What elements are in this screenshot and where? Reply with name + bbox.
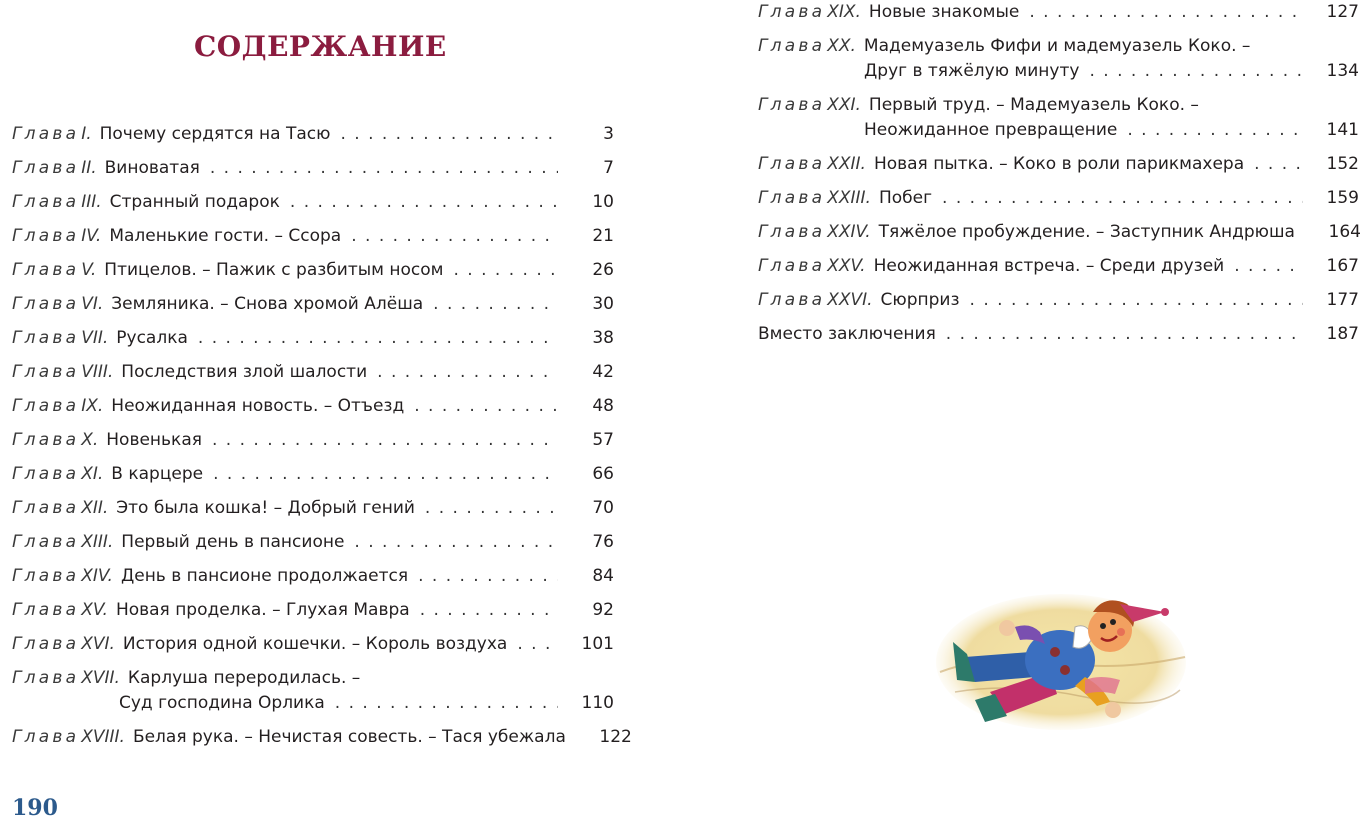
chapter-number: VIII. <box>81 362 114 382</box>
chapter-title: Новая проделка. – Глухая Мавра <box>115 600 410 620</box>
chapter-title-continued: Неожиданное превращение <box>864 120 1118 140</box>
dot-leader <box>420 598 558 623</box>
chapter-title: В карцере <box>111 464 204 484</box>
chapter-number: XVIII. <box>81 727 125 747</box>
dot-leader <box>1127 118 1303 143</box>
chapter-number: XXIII. <box>827 188 871 208</box>
page-ref: 122 <box>599 727 632 747</box>
chapter-label: Глава <box>12 396 80 416</box>
chapter-title: Почему сердятся на Тасю <box>99 124 331 144</box>
chapter-title: Первый день в пансионе <box>121 532 345 552</box>
page-ref: 177 <box>1326 290 1359 310</box>
chapter-label: Глава <box>12 727 80 747</box>
toc-entry <box>12 360 614 385</box>
dot-leader <box>335 691 558 716</box>
chapter-label: Глава <box>12 498 80 518</box>
chapter-label: Глава <box>12 260 80 280</box>
toc-entry-line <box>12 190 614 215</box>
toc-entry <box>12 190 614 215</box>
dot-leader <box>1234 254 1303 279</box>
toc-entry <box>758 220 1359 245</box>
dot-leader <box>1089 59 1303 84</box>
page-ref: 30 <box>592 294 614 314</box>
chapter-label: Глава <box>758 36 826 56</box>
toc-entry <box>12 666 614 716</box>
chapter-title-continued: Суд господина Орлика <box>119 693 325 713</box>
dot-leader <box>1254 152 1303 177</box>
chapter-title: Мадемуазель Фифи и мадемуазель Коко. – <box>863 36 1251 56</box>
chapter-label: Глава <box>12 192 80 212</box>
page-ref: 48 <box>592 396 614 416</box>
chapter-number: V. <box>81 260 97 280</box>
page-number: 190 <box>12 795 58 821</box>
page-ref: 141 <box>1326 120 1359 140</box>
chapter-label: Глава <box>12 362 80 382</box>
chapter-number: X. <box>81 430 99 450</box>
chapter-label: Глава <box>758 256 826 276</box>
toc-entry <box>758 254 1359 279</box>
dot-leader <box>212 428 558 453</box>
toc-left-column <box>12 122 632 759</box>
chapter-number: IV. <box>81 226 102 246</box>
chapter-title: День в пансионе продолжается <box>120 566 409 586</box>
page-ref: 10 <box>592 192 614 212</box>
chapter-title: Первый труд. – Мадемуазель Коко. – <box>868 95 1199 115</box>
toc-entry <box>12 156 614 181</box>
toc-entry-line <box>12 258 614 283</box>
page-ref: 38 <box>592 328 614 348</box>
page-ref: 76 <box>592 532 614 552</box>
chapter-number: VII. <box>81 328 109 348</box>
chapter-title: Побег <box>878 188 933 208</box>
page-ref: 57 <box>592 430 614 450</box>
toc-entry-line <box>12 428 614 453</box>
toc-entry <box>12 292 614 317</box>
chapter-title: Тяжёлое пробуждение. – Заступник Андрюша <box>878 222 1295 242</box>
chapter-title: Новые знакомые <box>868 2 1020 22</box>
dot-leader <box>946 322 1303 347</box>
chapter-number: XXI. <box>827 95 861 115</box>
chapter-label: Глава <box>12 328 80 348</box>
chapter-number: XVI. <box>81 634 115 654</box>
toc-entry-first-line <box>12 666 614 691</box>
toc-entry <box>758 288 1359 313</box>
page-ref: 127 <box>1326 2 1359 22</box>
toc-entry-line <box>12 292 614 317</box>
toc-entry <box>758 186 1359 211</box>
toc-entry-line <box>12 496 614 521</box>
chapter-title: Маленькие гости. – Ссора <box>109 226 342 246</box>
chapter-title: Новенькая <box>106 430 202 450</box>
chapter-label: Глава <box>12 600 80 620</box>
page-ref: 167 <box>1326 256 1359 276</box>
dot-leader <box>517 632 558 657</box>
chapter-title: Неожиданная встреча. – Среди друзей <box>873 256 1225 276</box>
page-ref: 84 <box>592 566 614 586</box>
chapter-title: История одной кошечки. – Король воздуха <box>122 634 508 654</box>
toc-entry-line <box>12 394 614 419</box>
chapter-label: Глава <box>12 158 80 178</box>
chapter-label: Глава <box>12 124 80 144</box>
dot-leader <box>198 326 558 351</box>
chapter-title: Земляника. – Снова хромой Алёша <box>111 294 424 314</box>
dot-leader <box>942 186 1303 211</box>
chapter-number: XIII. <box>81 532 114 552</box>
chapter-title: Виноватая <box>104 158 200 178</box>
toc-entry <box>758 34 1359 84</box>
chapter-label: Глава <box>758 95 826 115</box>
chapter-label: Глава <box>12 294 80 314</box>
chapter-number: XXV. <box>827 256 866 276</box>
dot-leader <box>425 496 558 521</box>
chapter-label: Глава <box>758 290 826 310</box>
dot-leader <box>290 190 558 215</box>
chapter-label: Глава <box>12 532 80 552</box>
toc-entry <box>12 462 614 487</box>
toc-entry <box>12 598 614 623</box>
toc-entry-line <box>758 288 1359 313</box>
page-ref: 101 <box>581 634 614 654</box>
chapter-title: Птицелов. – Пажик с разбитым носом <box>104 260 444 280</box>
toc-entry-second-line <box>12 691 614 716</box>
toc-entry-line <box>758 152 1359 177</box>
chapter-number: XVII. <box>81 668 120 688</box>
toc-entry <box>758 0 1359 25</box>
toc-entry-first-line <box>758 34 1359 59</box>
page-ref: 7 <box>603 158 614 178</box>
toc-entry <box>758 152 1359 177</box>
toc-entry <box>12 326 614 351</box>
page-ref: 21 <box>592 226 614 246</box>
chapter-label: Глава <box>12 464 80 484</box>
toc-entry-line <box>758 322 1359 347</box>
toc-entry <box>12 530 614 555</box>
chapter-label: Глава <box>758 154 826 174</box>
chapter-number: II. <box>81 158 97 178</box>
chapter-title: Сюрприз <box>880 290 960 310</box>
toc-entry-first-line <box>758 93 1359 118</box>
toc-entry-line <box>758 186 1359 211</box>
toc-entry <box>12 122 614 147</box>
toc-entry <box>12 258 614 283</box>
page-ref: 3 <box>603 124 614 144</box>
toc-entry-line <box>12 530 614 555</box>
toc-entry-line <box>12 725 632 750</box>
toc-entry-line <box>758 254 1359 279</box>
page-ref: 110 <box>581 693 614 713</box>
toc-entry-line <box>12 156 614 181</box>
dot-leader <box>213 462 558 487</box>
chapter-title: Странный подарок <box>109 192 280 212</box>
toc-entry-second-line <box>758 118 1359 143</box>
dot-leader <box>414 394 558 419</box>
chapter-title: Карлуша переродилась. – <box>127 668 361 688</box>
toc-entry-line <box>12 632 614 657</box>
toc-entry <box>12 564 614 589</box>
doll-illustration <box>935 582 1187 732</box>
chapter-label: Глава <box>758 222 826 242</box>
chapter-title: Неожиданная новость. – Отъезд <box>111 396 405 416</box>
chapter-label: Глава <box>12 566 80 586</box>
toc-entry-line <box>12 122 614 147</box>
chapter-number: IX. <box>81 396 104 416</box>
dot-leader <box>354 530 558 555</box>
chapter-title: Белая рука. – Нечистая совесть. – Тася убежала <box>132 727 566 747</box>
toc-entry-line <box>12 224 614 249</box>
chapter-label: Глава <box>12 634 80 654</box>
toc-entry-line <box>12 360 614 385</box>
chapter-number: XXII. <box>827 154 866 174</box>
toc-entry-line <box>758 0 1359 25</box>
chapter-title: Русалка <box>116 328 188 348</box>
chapter-title: Последствия злой шалости <box>121 362 368 382</box>
chapter-number: XV. <box>81 600 108 620</box>
chapter-label: Глава <box>758 188 826 208</box>
toc-entry-second-line <box>758 59 1359 84</box>
dot-leader <box>433 292 558 317</box>
chapter-number: III. <box>81 192 102 212</box>
page-ref: 159 <box>1326 188 1359 208</box>
dot-leader <box>418 564 558 589</box>
dot-leader <box>377 360 558 385</box>
toc-entry-line <box>12 326 614 351</box>
chapter-number: XXVI. <box>827 290 873 310</box>
chapter-number: XI. <box>81 464 104 484</box>
toc-entry-line <box>12 598 614 623</box>
dot-leader <box>210 156 558 181</box>
page-ref: 187 <box>1326 324 1359 344</box>
toc-entry-conclusion <box>758 322 1359 347</box>
toc-entry-line <box>12 564 614 589</box>
conclusion-title: Вместо заключения <box>758 324 936 344</box>
chapter-label: Глава <box>12 668 80 688</box>
toc-entry <box>12 428 614 453</box>
toc-entry <box>12 496 614 521</box>
dot-leader <box>1029 0 1303 25</box>
toc-entry <box>758 93 1359 143</box>
chapter-label: Глава <box>12 226 80 246</box>
toc-entry-line <box>758 220 1359 245</box>
toc-entry <box>12 224 614 249</box>
chapter-title: Это была кошка! – Добрый гений <box>116 498 415 518</box>
chapter-number: VI. <box>81 294 104 314</box>
toc-entry-line <box>12 462 614 487</box>
dot-leader <box>351 224 558 249</box>
dot-leader <box>340 122 558 147</box>
page-ref: 26 <box>592 260 614 280</box>
chapter-number: XX. <box>827 36 856 56</box>
toc-entry <box>12 632 614 657</box>
page-ref: 152 <box>1326 154 1359 174</box>
toc-right-column <box>758 0 1359 356</box>
page-ref: 70 <box>592 498 614 518</box>
page-ref: 164 <box>1328 222 1361 242</box>
chapter-number: XIX. <box>827 2 861 22</box>
page-ref: 134 <box>1326 61 1359 81</box>
toc-entry <box>12 394 614 419</box>
chapter-number: XIV. <box>81 566 113 586</box>
page-ref: 66 <box>592 464 614 484</box>
page-ref: 92 <box>592 600 614 620</box>
dot-leader <box>453 258 558 283</box>
dot-leader <box>970 288 1303 313</box>
toc-entry <box>12 725 632 750</box>
chapter-title: Новая пытка. – Коко в роли парикмахера <box>873 154 1245 174</box>
chapter-title-continued: Друг в тяжёлую минуту <box>864 61 1080 81</box>
page-title: СОДЕРЖАНИЕ <box>194 30 447 63</box>
page-ref: 42 <box>592 362 614 382</box>
chapter-number: XII. <box>81 498 109 518</box>
chapter-number: XXIV. <box>827 222 871 242</box>
chapter-label: Глава <box>758 2 826 22</box>
chapter-number: I. <box>81 124 92 144</box>
chapter-label: Глава <box>12 430 80 450</box>
